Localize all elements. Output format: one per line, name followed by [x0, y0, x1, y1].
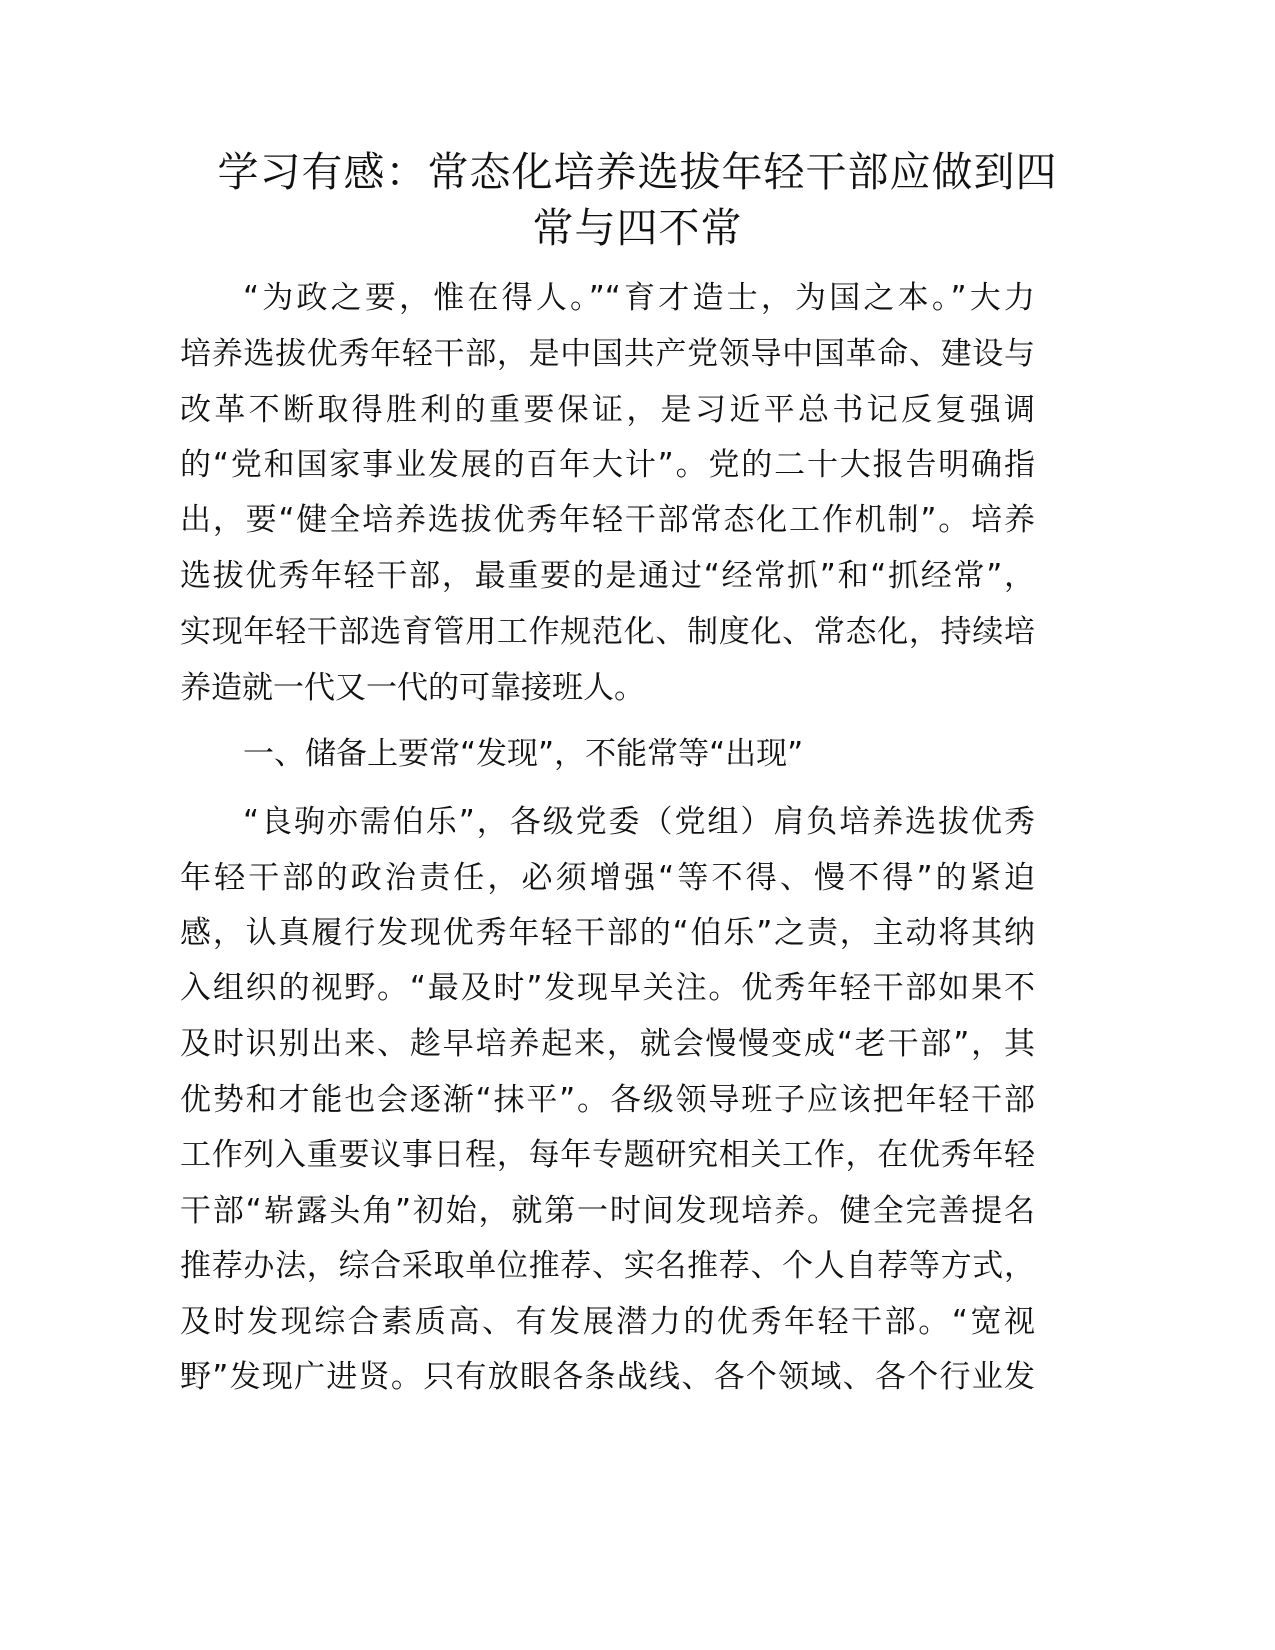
text-line: 优势和才能也会逐渐“抹平”。各级领导班子应该把年轻干部 [180, 1082, 1035, 1118]
text-line: 及时发现综合素质高、有发展潜力的优秀年轻干部。“宽视 [180, 1304, 1035, 1340]
text-line: 及时识别出来、趁早培养起来，就会慢慢变成“老干部”，其 [180, 1026, 1035, 1062]
text-line: “为政之要，惟在得人。”“育才造士，为国之本。”大力 [243, 280, 1035, 316]
text-line: 年轻干部的政治责任，必须增强“等不得、慢不得”的紧迫 [180, 860, 1035, 896]
text-line: 感，认真履行发现优秀年轻干部的“伯乐”之责，主动将其纳 [180, 915, 1035, 951]
text-line: 入组织的视野。“最及时”发现早关注。优秀年轻干部如果不 [180, 970, 1035, 1006]
text-line: 养造就一代又一代的可靠接班人。 [180, 670, 645, 706]
text-line: 的“党和国家事业发展的百年大计”。党的二十大报告明确指 [180, 447, 1035, 483]
title-line: 学习有感：常态化培养选拔年轻干部应做到四 [217, 148, 1058, 196]
section-heading: 一、储备上要常“发现”，不能常等“出现” [243, 736, 804, 772]
text-line: 改革不断取得胜利的重要保证，是习近平总书记反复强调 [180, 392, 1035, 428]
text-line: “良驹亦需伯乐”，各级党委（党组）肩负培养选拔优秀 [243, 804, 1035, 840]
text-line: 出，要“健全培养选拔优秀年轻干部常态化工作机制”。培养 [180, 502, 1035, 538]
text-line: 工作列入重要议事日程，每年专题研究相关工作，在优秀年轻 [180, 1137, 1035, 1173]
title-line: 常与四不常 [532, 204, 743, 252]
text-line: 干部“崭露头角”初始，就第一时间发现培养。健全完善提名 [180, 1193, 1035, 1229]
text-line: 培养选拔优秀年轻干部，是中国共产党领导中国革命、建设与 [180, 336, 1035, 372]
text-line: 野”发现广进贤。只有放眼各条战线、各个领域、各个行业发 [180, 1359, 1035, 1395]
text-line: 推荐办法，综合采取单位推荐、实名推荐、个人自荐等方式， [180, 1248, 1035, 1284]
text-line: 实现年轻干部选育管用工作规范化、制度化、常态化，持续培 [180, 614, 1035, 650]
text-line: 选拔优秀年轻干部，最重要的是通过“经常抓”和“抓经常”， [180, 558, 1035, 594]
